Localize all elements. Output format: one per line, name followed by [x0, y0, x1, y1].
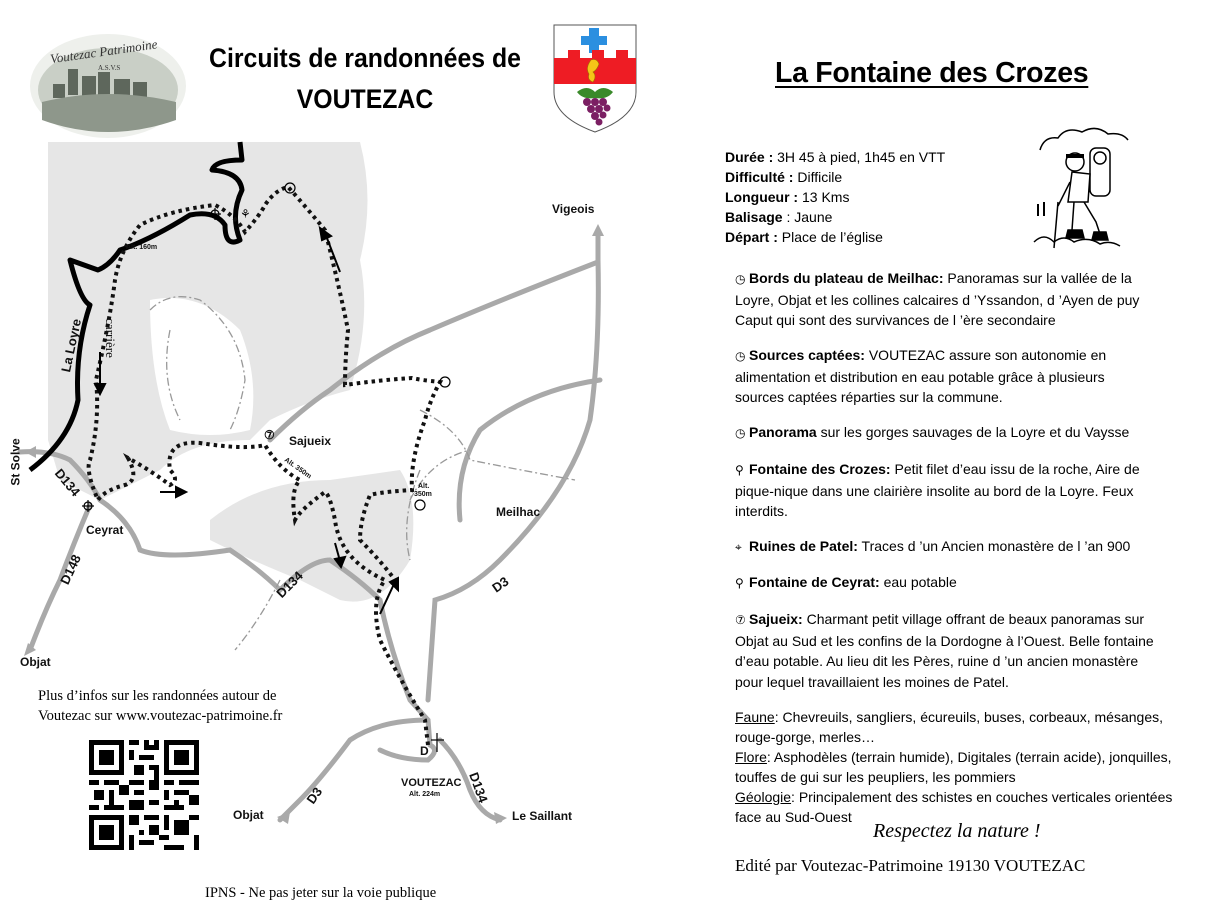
fontaine-crozes-icon: ⚘: [240, 207, 251, 221]
village-7-icon: ⑦: [735, 613, 746, 627]
info-duration: Durée : 3H 45 à pied, 1h45 en VTT: [725, 149, 946, 165]
place-voutezac: VOUTEZAC: [401, 777, 462, 789]
fountain-ceyrat-icon: ⚲: [735, 576, 744, 590]
poi-number-7: ⑦: [264, 428, 275, 442]
association-logo: [28, 24, 188, 142]
altitude-160: Alt. 160m: [126, 244, 158, 251]
poi-sources: ◷ Sources captées: VOUTEZAC assure son autonomie en alimentation et distribution en eau potable grâce à plusieurs sources captées réparties sur la commune.: [735, 347, 1107, 405]
altitude-350-meilhac-2: 350m: [414, 491, 432, 498]
flora: Flore: Asphodèles (terrain humide), Digitales (terrain acide), jonquilles, touffes de gui sur les peupliers, les pommiers: [735, 749, 1172, 785]
poi-fontaine-ceyrat: ⚲ Fontaine de Ceyrat: eau potable: [735, 572, 1155, 594]
place-objat-west: Objat: [20, 655, 51, 669]
trail-map: [0, 140, 700, 840]
publisher-credit: Edité par Voutezac-Patrimoine 19130 VOUTEZAC: [735, 856, 1086, 875]
depart-marker: D: [420, 744, 429, 758]
page-title: [195, 38, 535, 120]
place-vigeois: Vigeois: [552, 202, 595, 216]
place-meilhac: Meilhac: [496, 505, 541, 519]
title-line-1: Circuits de randonnées de: [209, 43, 521, 73]
altitude-224: Alt. 224m: [409, 791, 441, 798]
poi-sajueix: ⑦ Sajueix: Charmant petit village offrant de beaux panoramas sur Objat au Sud et les confins de la Dordogne à l’Ouest. Belle fontaine d’eau potable. Au lieu dit les Pères, ruine d ’un ancien monastère pour lequel travaillaient les moines de Patel.: [735, 611, 1154, 690]
road-d3-south: [280, 720, 428, 820]
road-label-d148: D148: [57, 552, 84, 587]
place-ceyrat: Ceyrat: [86, 523, 124, 537]
vigeois-arrow-icon: [592, 224, 604, 236]
title-line-2: VOUTEZAC: [296, 84, 434, 114]
more-info-line-2[interactable]: Voutezac sur www.voutezac-patrimoine.fr: [38, 708, 283, 724]
more-info-line-1: Plus d’infos sur les randonnées autour de: [38, 688, 277, 704]
hiker-illustration: [1030, 122, 1140, 254]
place-st-solve: St Solve: [8, 438, 23, 486]
st-solve-arrow-icon: [25, 446, 36, 458]
info-difficulty: Difficulté : Difficile: [725, 169, 843, 185]
road-label-d3-east: D3: [489, 573, 512, 596]
clock-icon: ◷: [735, 349, 746, 363]
quarry-label: carrière: [102, 318, 118, 358]
poi-plateau-meilhac: ◷ Bords du plateau de Meilhac: Panoramas sur la vallée de la Loyre, Objat et les collines calcaires d ’Yssandon, d ’Ayen de puy Caput qui sont des survivances de l ’ère secondaire: [735, 270, 1140, 328]
panorama-2-clock-icon: [415, 500, 425, 510]
place-objat-south: Objat: [233, 808, 264, 822]
road-label-d3-south: D3: [303, 784, 326, 807]
place-le-saillant: Le Saillant: [512, 809, 573, 823]
more-info-text: [38, 686, 328, 726]
trail-info: [725, 147, 945, 247]
poi-ruines-patel: ⌖ Ruines de Patel: Traces d ’un Ancien monastère de l ’an 900: [735, 536, 1155, 558]
logo-subtext: A.S.V.S: [98, 64, 121, 72]
road-vigeois: [428, 232, 598, 700]
road-label-d134-south: D134: [466, 770, 491, 805]
relief-area-south: [210, 470, 413, 602]
altitude-350-meilhac-1: Alt.: [418, 483, 430, 490]
nature-info: [735, 707, 1175, 827]
geology: Géologie: Principalement des schistes en couches verticales orientées face au Sud-Ouest: [735, 789, 1173, 825]
road-label-d134-west: D134: [51, 465, 84, 500]
ipns-notice: IPNS - Ne pas jeter sur la voie publique: [205, 885, 437, 901]
info-markings: Balisage : Jaune: [725, 209, 833, 225]
fountain-ceyrat-icon: [82, 500, 94, 512]
poi-fontaine-crozes: ⚲ Fontaine des Crozes: Petit filet d’eau issu de la roche, Aire de pique-nique dans une clairière insolite au bord de la Loyre. Feux interdits.: [735, 461, 1140, 519]
altitude-350-sajueix: Alt. 350m: [282, 456, 313, 481]
info-start: Départ : Place de l’église: [725, 229, 883, 245]
place-sajueix: Sajueix: [289, 434, 332, 448]
clock-icon: ◷: [735, 272, 746, 286]
clock-icon: ◷: [735, 426, 746, 440]
poi-panorama: ◷ Panorama sur les gorges sauvages de la Loyre et du Vaysse: [735, 422, 1155, 444]
trail-title: La Fontaine des Crozes: [775, 57, 1089, 89]
coat-of-arms: [551, 22, 639, 134]
respect-nature-slogan: Respectez la nature !: [873, 820, 1041, 842]
river-label: La Loyre: [58, 317, 85, 374]
ruins-icon: ⌖: [735, 540, 742, 554]
info-length: Longueur : 13 Kms: [725, 189, 850, 205]
road-label-d134-center: D134: [273, 568, 306, 601]
arrow-right-icon: [176, 487, 186, 497]
fountain-icon: ⚲: [735, 463, 744, 477]
fauna: Faune: Chevreuils, sangliers, écureuils, buses, corbeaux, mésanges, rouge-gorge, merles…: [735, 709, 1164, 745]
qr-code[interactable]: [89, 740, 199, 850]
logo-text: Voutezac Patrimoine: [49, 36, 159, 67]
